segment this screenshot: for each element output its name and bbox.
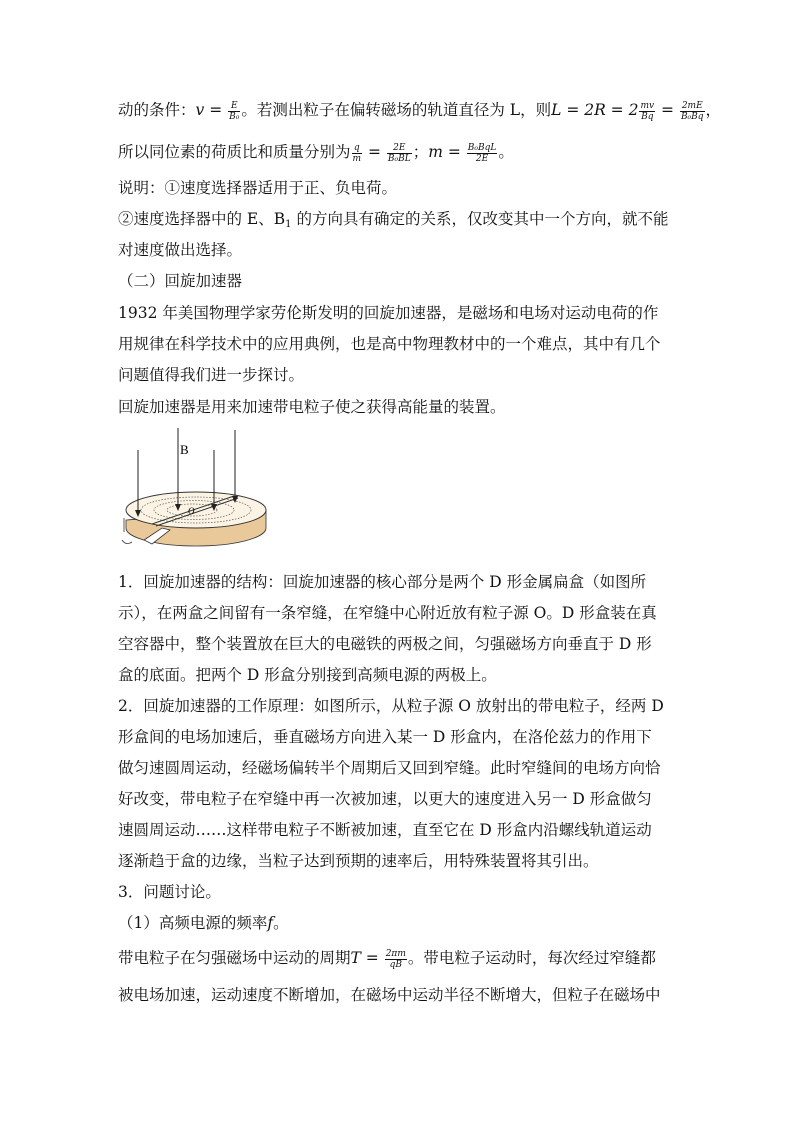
principle-line-6: 逐渐趋于盒的边缘，当粒子达到预期的速率后，用特殊装置将其引出。 bbox=[118, 852, 599, 870]
principle-line-4: 好改变，带电粒子在窄缝中再一次被加速，以更大的速度进入另一 D 形盒做匀 bbox=[118, 790, 652, 808]
denominator: qB bbox=[389, 959, 402, 970]
principle-line-5: 速圆周运动……这样带电粒子不断被加速，直至它在 D 形盒内沿螺线轨道运动 bbox=[118, 821, 652, 839]
rotation-mark bbox=[122, 540, 132, 544]
note-1: 说明：①速度选择器适用于正、负电荷。 bbox=[118, 179, 398, 197]
intro-line-1: 1932 年美国物理学家劳伦斯发明的回旋加速器，是磁场和电场对运动电荷的作 bbox=[118, 304, 659, 322]
disc-top bbox=[126, 492, 266, 528]
numerator: mv bbox=[640, 100, 655, 111]
text-segment: 动的条件： bbox=[118, 101, 196, 119]
frequency-heading bbox=[118, 913, 289, 933]
structure-line-4: 盒的底面。把两个 D 形盒分别接到高频电源的两极上。 bbox=[118, 666, 497, 684]
equals-sign: = bbox=[363, 143, 386, 161]
text-segment: 。 bbox=[273, 914, 289, 932]
denominator: B₀BL bbox=[387, 153, 411, 164]
subscript: 1 bbox=[285, 219, 292, 230]
numerator: E bbox=[228, 101, 240, 112]
m-expression: m = bbox=[428, 143, 466, 161]
denominator: 2E bbox=[475, 153, 489, 164]
fraction-2pim-qb bbox=[385, 949, 407, 970]
text-segment: （1）高频电源的频率 bbox=[118, 914, 268, 932]
note-2 bbox=[118, 209, 668, 235]
text-segment: 带电粒子在匀强磁场中运动的周期 bbox=[118, 949, 351, 967]
intro-line-4: 回旋加速器是用来加速带电粒子使之获得高能量的装置。 bbox=[118, 398, 506, 416]
denominator: B₀ bbox=[229, 111, 240, 122]
numerator: 2mE bbox=[681, 100, 703, 111]
denominator: m bbox=[352, 153, 362, 164]
text-segment: ， bbox=[705, 101, 722, 119]
o-label: O bbox=[188, 506, 195, 516]
fraction-e-b0 bbox=[228, 101, 240, 122]
fraction-mv-bq bbox=[639, 101, 655, 122]
text-segment: 所以同位素的荷质比和质量分别为 bbox=[118, 143, 351, 161]
T-expression: T = bbox=[350, 949, 384, 967]
denominator: B₀Bq bbox=[680, 111, 704, 122]
fraction-2me-b0bq bbox=[680, 101, 705, 122]
denominator: Bq bbox=[641, 111, 654, 122]
text-segment: 。带电粒子运动时，每次经过窄缝都 bbox=[407, 949, 656, 967]
var-v: v bbox=[195, 101, 205, 119]
structure-line-2: 示），在两盒之间留有一条窄缝，在窄缝中心附近放有粒子源 O。D 形盒装在真 bbox=[118, 604, 657, 622]
text-segment: ②速度选择器中的 E、B bbox=[118, 210, 286, 228]
period-line bbox=[118, 948, 656, 970]
L-expression: L = 2R = 2 bbox=[551, 101, 639, 119]
cyclotron-figure bbox=[118, 428, 278, 558]
section-heading: （二）回旋加速器 bbox=[118, 272, 243, 290]
numerator: q bbox=[352, 143, 363, 154]
fraction-q-m bbox=[352, 143, 363, 164]
numerator: 2E bbox=[387, 143, 412, 154]
structure-line-3: 空容器中，整个装置放在巨大的电磁铁的两极之间，匀强磁场方向垂直于 D 形 bbox=[118, 635, 652, 653]
text-segment: 。若测出粒子在偏转磁场的轨道直径为 L，则 bbox=[241, 101, 552, 119]
text-segment: 的方向具有确定的关系，仅改变其中一个方向，就不能 bbox=[291, 210, 669, 228]
text-segment: ； bbox=[412, 143, 429, 161]
fraction-b0bql-2e bbox=[467, 143, 498, 164]
principle-line-1: 2．回旋加速器的工作原理：如图所示，从粒子源 O 放射出的带电粒子，经两 D bbox=[118, 697, 664, 715]
equals-sign: = bbox=[204, 101, 228, 119]
fraction-2e-b0bl bbox=[387, 143, 412, 164]
text-segment: 。 bbox=[498, 143, 514, 161]
intro-line-2: 用规律在科学技术中的应用典例，也是高中物理教材中的一个难点，其中有几个 bbox=[118, 335, 661, 353]
numerator: 2πm bbox=[385, 948, 406, 959]
intro-line-3: 问题值得我们进一步探讨。 bbox=[118, 366, 305, 384]
b-label: B bbox=[180, 442, 189, 457]
structure-line-1: 1．回旋加速器的结构：回旋加速器的核心部分是两个 D 形金属扁盒（如图所 bbox=[118, 573, 647, 591]
equals-sign: = bbox=[656, 101, 679, 119]
var-f: f bbox=[267, 914, 274, 932]
ratio-line bbox=[118, 142, 514, 164]
final-line: 被电场加速，运动速度不断增加，在磁场中运动半径不断增大，但粒子在磁场中 bbox=[118, 986, 661, 1004]
condition-line bbox=[118, 100, 721, 122]
numerator: B₀BqL bbox=[467, 142, 497, 153]
principle-line-3: 做匀速圆周运动，经磁场偏转半个周期后又回到窄缝。此时窄缝间的电场方向恰 bbox=[118, 759, 661, 777]
discussion-heading: 3．问题讨论。 bbox=[118, 883, 221, 901]
principle-line-2: 形盒间的电场加速后，垂直磁场方向进入某一 D 形盒内，在洛伦兹力的作用下 bbox=[118, 728, 652, 746]
note-2-cont: 对速度做出选择。 bbox=[118, 241, 243, 259]
